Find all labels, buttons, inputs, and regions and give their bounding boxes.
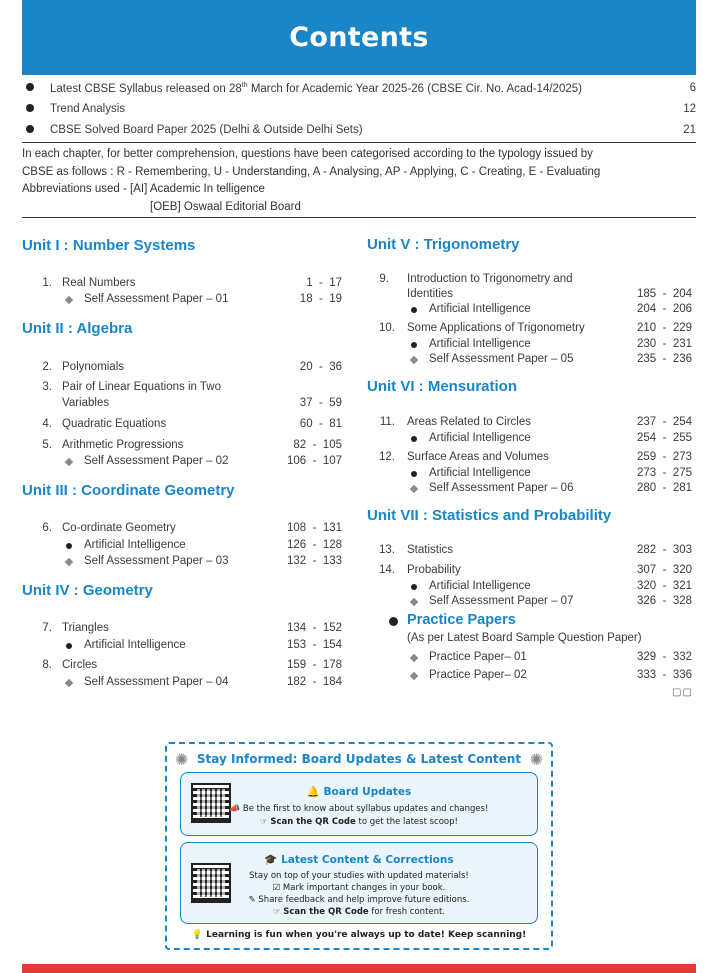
sparkle-icon: ✺	[529, 752, 543, 769]
chapter-title: Introduction to Trigonometry and	[407, 273, 573, 285]
page-range: 254 - 255	[637, 432, 692, 444]
chapter-number: 5.	[42, 439, 52, 451]
chapter-number: 10.	[379, 322, 395, 334]
card-line: for fresh content.	[368, 907, 446, 917]
page-range: 159 - 178	[287, 659, 342, 671]
chapter-number: 3.	[42, 381, 52, 393]
chapter-number: 6.	[42, 522, 52, 534]
intro-item	[22, 78, 696, 99]
chapter-title: Polynomials	[62, 361, 124, 373]
sub-entry[interactable]	[22, 539, 344, 555]
page-range: 235 - 236	[637, 353, 692, 365]
sub-entry[interactable]	[22, 676, 344, 692]
chapter-title: Circles	[62, 659, 98, 671]
diamond-icon	[410, 654, 418, 662]
sub-entry[interactable]	[22, 293, 344, 309]
diamond-icon	[65, 558, 73, 566]
pencil-icon: ✎	[248, 895, 259, 905]
page-range: 18 - 19	[299, 293, 342, 305]
bullet-icon	[411, 307, 417, 313]
bullet-icon	[26, 104, 34, 112]
chapter-number: 2.	[42, 361, 52, 373]
sub-title: Practice Paper– 02	[429, 669, 527, 681]
bullet-icon	[26, 83, 34, 91]
sub-title: Self Assessment Paper – 05	[429, 353, 574, 365]
page-title: Contents	[289, 22, 429, 53]
page-range: 333 - 336	[637, 669, 692, 681]
chapter-entry[interactable]	[367, 451, 694, 467]
chapter-title: Triangles	[62, 622, 109, 634]
unit-heading[interactable]: Unit VII : Statistics and Probability	[367, 507, 612, 524]
sub-title: Artificial Intelligence	[429, 303, 531, 315]
page-range: 259 - 273	[637, 451, 692, 463]
chapter-entry[interactable]	[367, 416, 694, 432]
sub-title: Artificial Intelligence	[429, 580, 531, 592]
card-line: Stay on top of your studies with updated materials!	[249, 871, 469, 881]
chapter-number: 8.	[42, 659, 52, 671]
chapter-title: Surface Areas and Volumes	[407, 451, 549, 463]
sub-title: Self Assessment Paper – 01	[84, 293, 229, 305]
chapter-title: Real Numbers	[62, 277, 136, 289]
note-line: Abbreviations used - [AI] Academic In telligence	[22, 183, 265, 195]
page-range: 153 - 154	[287, 639, 342, 651]
chapter-number: 14.	[379, 564, 395, 576]
diamond-icon	[410, 485, 418, 493]
diamond-icon	[65, 296, 73, 304]
megaphone-icon: 📣	[229, 804, 243, 814]
card-line-bold: Scan the QR Code	[283, 907, 369, 917]
chapter-title: Arithmetic Progressions	[62, 439, 184, 451]
page-range: 230 - 231	[637, 338, 692, 350]
chapter-entry[interactable]	[22, 277, 344, 293]
chapter-number: 7.	[42, 622, 52, 634]
intro-page: 21	[683, 124, 696, 136]
page-range: 329 - 332	[637, 651, 692, 663]
promo-box	[165, 742, 553, 950]
pointer-icon: ☞	[260, 817, 271, 827]
chapter-title-cont: Identities	[407, 288, 454, 300]
practice-subtitle: (As per Latest Board Sample Question Paper)	[407, 632, 642, 644]
bullet-icon	[411, 471, 417, 477]
sub-entry[interactable]	[22, 455, 344, 471]
page-range: 126 - 128	[287, 539, 342, 551]
page-range: 60 - 81	[299, 418, 342, 430]
chapter-entry[interactable]	[22, 418, 344, 434]
page-range: 204 - 206	[637, 303, 692, 315]
lightbulb-icon: 💡	[191, 930, 207, 940]
diamond-icon	[65, 679, 73, 687]
chapter-entry[interactable]	[367, 322, 694, 338]
page-range: 320 - 321	[637, 580, 692, 592]
page-range: 326 - 328	[637, 595, 692, 607]
page-range: 282 - 303	[637, 544, 692, 556]
unit-heading[interactable]: Unit II : Algebra	[22, 320, 133, 337]
typology-note	[22, 146, 696, 216]
intro-sup: th	[241, 82, 248, 89]
graduation-cap-icon: 🎓	[264, 854, 282, 866]
sub-title: Self Assessment Paper – 07	[429, 595, 574, 607]
sub-entry[interactable]	[367, 595, 694, 611]
chapter-entry[interactable]	[22, 659, 344, 675]
sub-title: Practice Paper– 01	[429, 651, 527, 663]
chapter-entry[interactable]	[367, 564, 694, 580]
board-updates-card	[180, 772, 538, 836]
chapter-entry[interactable]	[22, 622, 344, 638]
bell-icon: 🔔	[306, 786, 324, 798]
intro-item	[22, 120, 696, 141]
chapter-title: Areas Related to Circles	[407, 416, 531, 428]
sub-title: Self Assessment Paper – 03	[84, 555, 229, 567]
intro-list	[22, 78, 696, 141]
unit-heading[interactable]: Unit I : Number Systems	[22, 237, 196, 254]
unit-heading[interactable]: Unit VI : Mensuration	[367, 378, 517, 395]
page-range: 280 - 281	[637, 482, 692, 494]
note-line: [OEB] Oswaal Editorial Board	[150, 200, 301, 213]
card-line: Share feedback and help improve future editions.	[258, 895, 470, 905]
sub-entry[interactable]	[22, 555, 344, 571]
sub-title: Self Assessment Paper – 06	[429, 482, 574, 494]
chapter-entry[interactable]	[367, 273, 694, 305]
page-range: 106 - 107	[287, 455, 342, 467]
page-range: 134 - 152	[287, 622, 342, 634]
chapter-title: Statistics	[407, 544, 454, 556]
card-line: to get the latest scoop!	[355, 817, 458, 827]
unit-heading[interactable]: Unit IV : Geometry	[22, 582, 153, 599]
sub-entry[interactable]	[367, 467, 694, 483]
page-range: 82 - 105	[293, 439, 342, 451]
intro-text: CBSE Solved Board Paper 2025 (Delhi & Outside Delhi Sets)	[50, 124, 363, 136]
divider	[22, 142, 696, 143]
note-line: In each chapter, for better comprehension, questions have been categorised according to the typology issued by	[22, 148, 593, 160]
unit-heading[interactable]: Unit III : Coordinate Geometry	[22, 482, 235, 499]
page-range: 20 - 36	[299, 361, 342, 373]
bullet-icon	[389, 617, 398, 626]
sub-title: Self Assessment Paper – 02	[84, 455, 229, 467]
sub-title: Artificial Intelligence	[429, 338, 531, 350]
card-heading: Board Updates	[323, 786, 412, 798]
page-range: 237 - 254	[637, 416, 692, 428]
diamond-icon	[410, 598, 418, 606]
intro-page: 6	[689, 82, 696, 94]
page-range: 1 - 17	[306, 277, 342, 289]
chapter-entry[interactable]	[22, 361, 344, 377]
sub-entry[interactable]	[367, 303, 694, 319]
chapter-entry[interactable]	[22, 522, 344, 538]
sub-entry[interactable]	[367, 353, 694, 369]
checkbox-icon: ☑	[272, 883, 283, 893]
page-range: 185 - 204	[637, 288, 692, 300]
bullet-icon	[66, 543, 72, 549]
page-range: 37 - 59	[299, 397, 342, 409]
page-range: 132 - 133	[287, 555, 342, 567]
chapter-number: 13.	[379, 544, 395, 556]
sub-entry[interactable]	[367, 669, 694, 685]
chapter-entry[interactable]	[22, 439, 344, 455]
sub-title: Self Assessment Paper – 04	[84, 676, 229, 688]
sub-entry[interactable]	[22, 639, 344, 655]
chapter-number: 9.	[379, 273, 389, 285]
chapter-number: 12.	[379, 451, 395, 463]
sub-entry[interactable]	[367, 651, 694, 667]
chapter-title: Some Applications of Trigonometry	[407, 322, 585, 334]
sparkle-icon: ✺	[175, 752, 189, 769]
diamond-icon	[65, 458, 73, 466]
card-line: Mark important changes in your book.	[282, 883, 446, 893]
end-mark: ▢▢	[672, 687, 693, 698]
sub-title: Artificial Intelligence	[84, 539, 186, 551]
intro-page: 12	[683, 103, 696, 115]
promo-title: Stay Informed: Board Updates & Latest Content	[196, 752, 522, 766]
chapter-number: 11.	[379, 416, 395, 428]
diamond-icon	[410, 672, 418, 680]
sub-entry[interactable]	[367, 482, 694, 498]
chapter-entry[interactable]	[367, 544, 694, 560]
chapter-number: 1.	[42, 277, 52, 289]
bullet-icon	[26, 125, 34, 133]
sub-entry[interactable]	[367, 432, 694, 448]
sub-entry[interactable]	[367, 580, 694, 596]
bullet-icon	[411, 342, 417, 348]
bullet-icon	[411, 584, 417, 590]
practice-papers-heading[interactable]: Practice Papers	[407, 612, 516, 628]
chapter-title: Probability	[407, 564, 461, 576]
promo-footer: Learning is fun when you're always up to date! Keep scanning!	[206, 930, 527, 940]
page-range: 108 - 131	[287, 522, 342, 534]
chapter-title: Pair of Linear Equations in Two	[62, 381, 221, 393]
chapter-title-cont: Variables	[62, 397, 110, 409]
bullet-icon	[66, 643, 72, 649]
page-range: 307 - 320	[637, 564, 692, 576]
sub-title: Artificial Intelligence	[429, 432, 531, 444]
pointer-icon: ☞	[272, 907, 284, 917]
card-heading: Latest Content & Corrections	[281, 854, 454, 866]
chapter-title: Quadratic Equations	[62, 418, 167, 430]
intro-text: Latest CBSE Syllabus released on 28	[50, 82, 242, 95]
note-line: CBSE as follows : R - Remembering, U - Understanding, A - Analysing, AP - Applying, C - Creating, E - Evaluating	[22, 165, 601, 178]
page-range: 273 - 275	[637, 467, 692, 479]
sub-title: Artificial Intelligence	[84, 639, 186, 651]
card-line: Be the first to know about syllabus updates and changes!	[242, 804, 489, 814]
unit-heading[interactable]: Unit V : Trigonometry	[367, 236, 520, 253]
contents-header	[22, 0, 696, 75]
card-line-bold: Scan the QR Code	[270, 817, 356, 827]
page-range: 182 - 184	[287, 676, 342, 688]
sub-entry[interactable]	[367, 338, 694, 354]
chapter-entry[interactable]	[22, 381, 344, 413]
footer-bar	[22, 964, 696, 973]
divider	[22, 217, 696, 218]
bullet-icon	[411, 436, 417, 442]
sub-title: Artificial Intelligence	[429, 467, 531, 479]
latest-content-card	[180, 842, 538, 924]
chapter-number: 4.	[42, 418, 52, 430]
page-range: 210 - 229	[637, 322, 692, 334]
chapter-title: Co-ordinate Geometry	[62, 522, 176, 534]
intro-item	[22, 99, 696, 120]
intro-text-rest: March for Academic Year 2025-26 (CBSE Cir. No. Acad-14/2025)	[247, 82, 582, 95]
diamond-icon	[410, 356, 418, 364]
intro-text: Trend Analysis	[50, 103, 125, 115]
